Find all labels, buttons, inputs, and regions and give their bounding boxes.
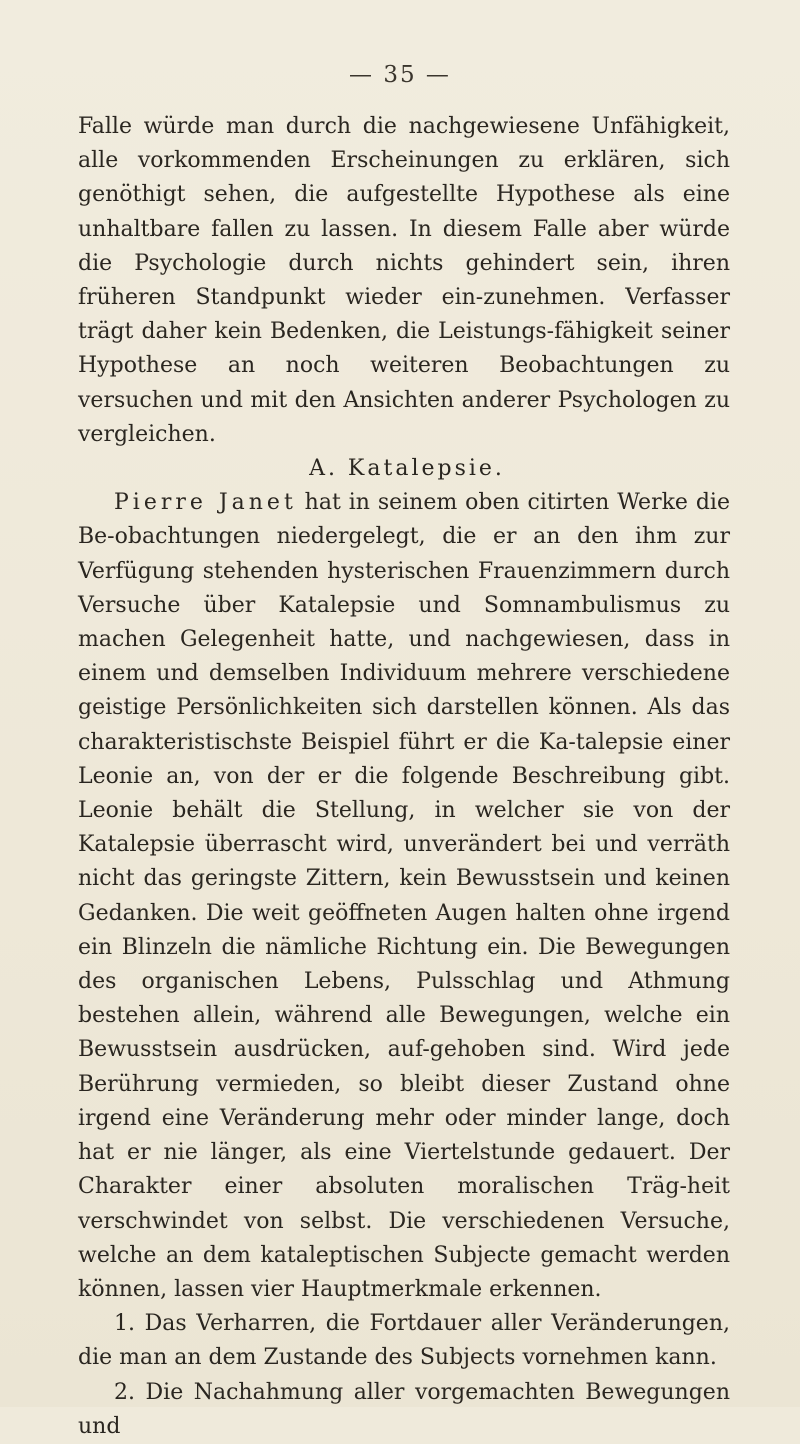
list-item-1: 1. Das Verharren, die Fortdauer aller Veränderungen, die man an dem Zustande des Subjects vornehmen kann. [78, 1311, 730, 1371]
page-number: — 35 — [349, 62, 451, 88]
paragraph-janet-text: hat in seinem oben citirten Werke die Be-obachtungen niedergelegt, die er an den ihm zur Verfügung stehenden hysterischen Frauenzimmern durch Versuche über Katalepsie und Somnambulismus zu machen Gelegenheit hatte, und nachgewiesen, dass in einem und demselben Individuum mehrere verschiedene geistige Persönlichkeiten sich darstellen können. Als das charakteristischste Beispiel führt er die Ka-talepsie einer Leonie an, von der er die folgende Beschreibung gibt. Leonie behält die Stellung, in welcher sie von der Katalepsie überrascht wird, unverändert bei und verräth nicht das geringste Zittern, kein Bewusstsein und keinen Gedanken. Die weit geöffneten Augen halten ohne irgend ein Blinzeln die nämliche Richtung ein. Die Bewegungen des organischen Lebens, Pulsschlag und Athmung bestehen allein, während alle Bewegungen, welche ein Bewusstsein ausdrücken, auf-gehoben sind. Wird jede Berührung vermieden, so bleibt dieser Zustand ohne irgend eine Veränderung mehr oder minder lange, doch hat er nie länger, als eine Viertelstunde gedauert. Der Charakter einer absoluten moralischen Träg-heit verschwindet von selbst. Die verschiedenen Versuche, welche an dem kataleptischen Subjecte gemacht werden können, lassen vier Hauptmerkmale erkennen. [78, 490, 730, 1302]
author-name: Pierre Janet [114, 490, 297, 516]
paragraph-intro: Falle würde man durch die nachgewiesene Unfähigkeit, alle vorkommenden Erscheinungen zu erklären, sich genöthigt sehen, die aufgestellte Hypothese als eine unhaltbare fallen zu lassen. In diesem Falle aber würde die Psychologie durch nichts gehindert sein, ihren früheren Standpunkt wieder ein-zunehmen. Verfasser trägt daher kein Bedenken, die Leistungs-fähigkeit seiner Hypothese an noch weiteren Beobachtungen zu versuchen und mit den Ansichten anderer Psychologen zu vergleichen. [78, 114, 730, 447]
page-body [78, 110, 730, 1444]
paragraph-janet [78, 486, 730, 1307]
section-heading: A. Katalepsie. [309, 456, 505, 482]
list-item-2: 2. Die Nachahmung aller vorgemachten Bewegungen und [78, 1379, 730, 1439]
